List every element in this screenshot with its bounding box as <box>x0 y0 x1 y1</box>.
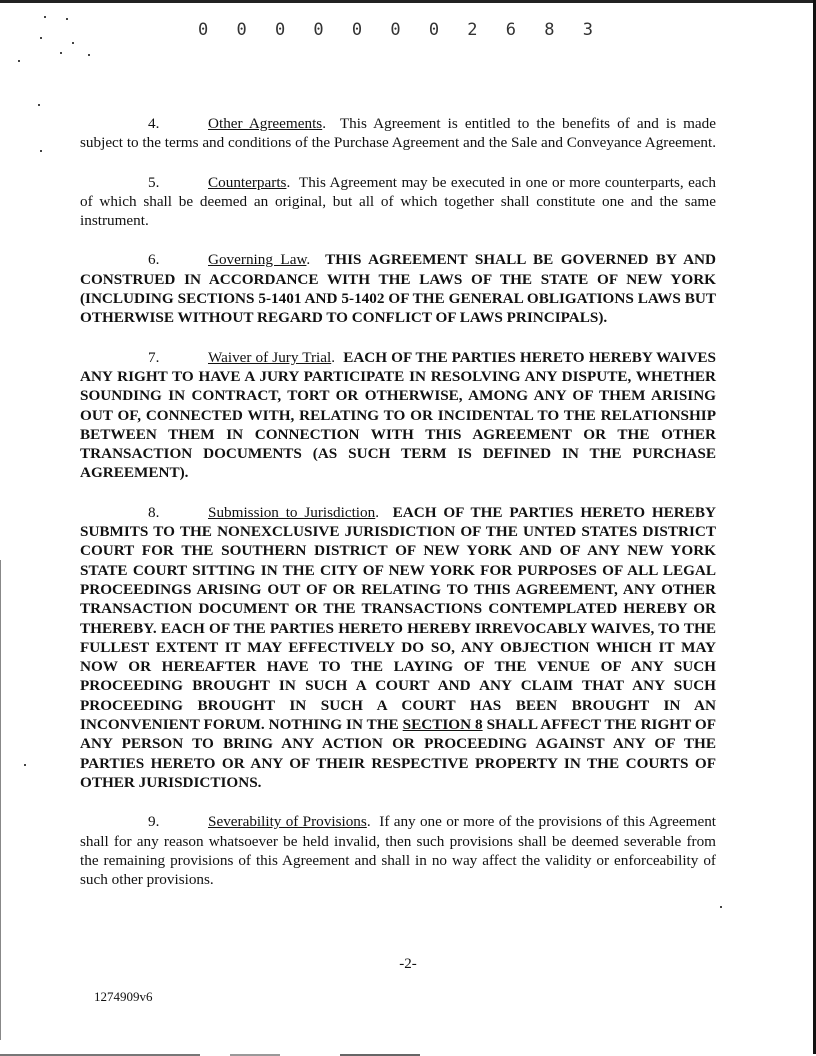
section-number: 7. <box>148 348 160 366</box>
scan-speck <box>66 18 68 20</box>
page-number: -2- <box>399 956 417 972</box>
scan-speck <box>88 54 90 56</box>
section-7: 7. Waiver of Jury Trial. EACH OF THE PARTIES HERETO HEREBY WAIVES ANY RIGHT TO HAVE A JURY PARTICIPATE IN RESOLVING ANY DISPUTE, WHETHER SOUNDING IN CONTRACT, TORT OR OTHERWISE, AMONG ANY OF THEM ARISING OUT OF, CONNECTED WITH, RELATING TO OR INCIDENTAL TO THE RELATIONSHIP BETWEEN THEM IN CONNECTION WITH THIS AGREEMENT OR THE OTHER TRANSACTION DOCUMENTS (AS SUCH TERM IS DEFINED IN THE PURCHASE AGREEMENT). <box>80 348 717 482</box>
scan-speck <box>18 60 20 62</box>
section-text: THIS AGREEMENT SHALL BE GOVERNED BY AND CONSTRUED IN ACCORDANCE WITH THE LAWS OF THE STATE OF NEW YORK (INCLUDING SECTIONS 5-1401 AND 5-1402 OF THE GENERAL OBLIGATIONS LAWS BUT OTHERWISE WITHOUT REGARD TO CONFLICT OF LAWS PRINCIPALS). <box>80 251 716 327</box>
section-6: 6. Governing Law. THIS AGREEMENT SHALL BE GOVERNED BY AND CONSTRUED IN ACCORDANCE WITH THE LAWS OF THE STATE OF NEW YORK (INCLUDING SECTIONS 5-1401 AND 5-1402 OF THE GENERAL OBLIGATIONS LAWS BUT OTHERWISE WITHOUT REGARD TO CONFLICT OF LAWS PRINCIPALS). <box>80 251 716 327</box>
scan-speck <box>720 906 722 908</box>
bates-number: 0 0 0 0 0 0 0 2 6 8 3 <box>198 20 602 40</box>
section-number: 5. <box>148 173 160 191</box>
section-heading: Counterparts <box>208 173 287 191</box>
section-heading: Governing Law <box>208 251 307 269</box>
section-heading: Severability of Provisions <box>208 813 367 831</box>
section-5: 5. Counterparts. This Agreement may be executed in one or more counterparts, each of which shall be deemed an original, but all of which together shall constitute one and the same instrument. <box>80 173 716 230</box>
section-4: 4. Other Agreements. This Agreement is entitled to the benefits of and is made subject to the terms and conditions of the Purchase Agreement and the Sale and Conveyance Agreement. <box>80 115 716 152</box>
section-heading: Submission to Jurisdiction <box>208 503 376 521</box>
document-id: 1274909v6 <box>94 989 153 1004</box>
section-heading: Waiver of Jury Trial <box>208 348 332 366</box>
section-heading: Other Agreements <box>208 115 323 132</box>
section-cross-reference: SECTION 8 <box>402 716 483 734</box>
section-text-continued: SHALL AFFECT THE RIGHT OF ANY PERSON TO BRING ANY ACTION OR PROCEEDING AGAINST ANY OF THE PARTIES HERETO OR ANY OF THEIR RESPECTIVE PROPERTY IN THE COURTS OF OTHER JURISDICTIONS. <box>80 716 716 791</box>
section-number: 4. <box>148 115 160 132</box>
section-text: EACH OF THE PARTIES HERETO HEREBY WAIVES ANY RIGHT TO HAVE A JURY PARTICIPATE IN RESOLVING ANY DISPUTE, WHETHER SOUNDING IN CONTRACT, TORT OR OTHERWISE, AMONG ANY OF THEM ARISING OUT OF, CONNECTED WITH, RELATING TO OR INCIDENTAL TO THE RELATIONSHIP BETWEEN THEM IN CONNECTION WITH THIS AGREEMENT OR THE OTHER TRANSACTION DOCUMENTS (AS SUCH TERM IS DEFINED IN THE PURCHASE AGREEMENT). <box>80 348 717 482</box>
scan-speck <box>72 42 74 44</box>
scan-speck <box>60 52 62 54</box>
section-9: 9. Severability of Provisions. If any one or more of the provisions of this Agreement shall for any reason whatsoever be held invalid, then such provisions shall be deemed severable from the remaining provisions of this Agreement and shall in no way affect the validity or enforceability of such other provisions. <box>80 813 717 889</box>
scan-speck <box>44 16 46 18</box>
section-text: If any one or more of the provisions of this Agreement shall for any reason whatsoever be held invalid, then such provisions shall be deemed severable from the remaining provisions of this Agreement and shall in no way affect the validity or enforceability of such other provisions. <box>80 813 717 889</box>
scan-speck <box>24 764 26 766</box>
section-number: 9. <box>148 813 160 831</box>
section-text: This Agreement is entitled to the benefits of and is made subject to the terms and conditions of the Purchase Agreement and the Sale and Conveyance Agreement. <box>80 115 716 152</box>
document-body <box>80 114 716 909</box>
scan-top-edge <box>0 0 816 3</box>
scan-speck <box>38 104 40 106</box>
scan-speck <box>40 150 42 152</box>
section-number: 8. <box>148 503 160 521</box>
scan-speck <box>40 37 42 39</box>
section-text: EACH OF THE PARTIES HERETO HEREBY SUBMITS TO THE NONEXCLUSIVE JURISDICTION OF THE UNTED STATES DISTRICT COURT FOR THE SOUTHERN DISTRICT OF NEW YORK AND OF ANY NEW YORK STATE COURT SITTING IN THE CITY OF NEW YORK FOR PURPOSES OF ALL LEGAL PROCEEDINGS ARISING OUT OF OR RELATING TO THIS AGREEMENT, ANY OTHER TRANSACTION DOCUMENT OR THE TRANSACTIONS CONTEMPLATED HEREBY OR THEREBY. EACH OF THE PARTIES HERETO HEREBY IRREVOCABLY WAIVES, TO THE FULLEST EXTENT IT MAY EFFECTIVELY DO SO, ANY OBJECTION WHICH IT MAY NOW OR HEREAFTER HAVE TO THE LAYING OF THE VENUE OF ANY SUCH PROCEEDING BROUGHT IN SUCH A COURT AND ANY CLAIM THAT ANY SUCH PROCEEDING BROUGHT IN SUCH A COURT HAS BEEN BROUGHT IN AN INCONVENIENT FORUM. NOTHING IN THE <box>80 503 716 734</box>
section-8: 8. Submission to Jurisdiction. EACH OF THE PARTIES HERETO HEREBY SUBMITS TO THE NONEXCLUSIVE JURISDICTION OF THE UNTED STATES DISTRICT COURT FOR THE SOUTHERN DISTRICT OF NEW YORK AND OF ANY NEW YORK STATE COURT SITTING IN THE CITY OF NEW YORK FOR PURPOSES OF ALL LEGAL PROCEEDINGS ARISING OUT OF OR RELATING TO THIS AGREEMENT, ANY OTHER TRANSACTION DOCUMENT OR THE TRANSACTIONS CONTEMPLATED HEREBY OR THEREBY. EACH OF THE PARTIES HERETO HEREBY IRREVOCABLY WAIVES, TO THE FULLEST EXTENT IT MAY EFFECTIVELY DO SO, ANY OBJECTION WHICH IT MAY NOW OR HEREAFTER HAVE TO THE LAYING OF THE VENUE OF ANY SUCH PROCEEDING BROUGHT IN SUCH A COURT AND ANY CLAIM THAT ANY SUCH PROCEEDING BROUGHT IN SUCH A COURT HAS BEEN BROUGHT IN AN INCONVENIENT FORUM. NOTHING IN THE SECTION 8 SHALL AFFECT THE RIGHT OF ANY PERSON TO BRING ANY ACTION OR PROCEEDING AGAINST ANY OF THE PARTIES HERETO OR ANY OF THEIR RESPECTIVE PROPERTY IN THE COURTS OF OTHER JURISDICTIONS. <box>80 503 716 791</box>
section-number: 6. <box>148 251 160 269</box>
section-text: This Agreement may be executed in one or more counterparts, each of which shall be deemed an original, but all of which together shall constitute one and the same instrument. <box>80 173 716 230</box>
